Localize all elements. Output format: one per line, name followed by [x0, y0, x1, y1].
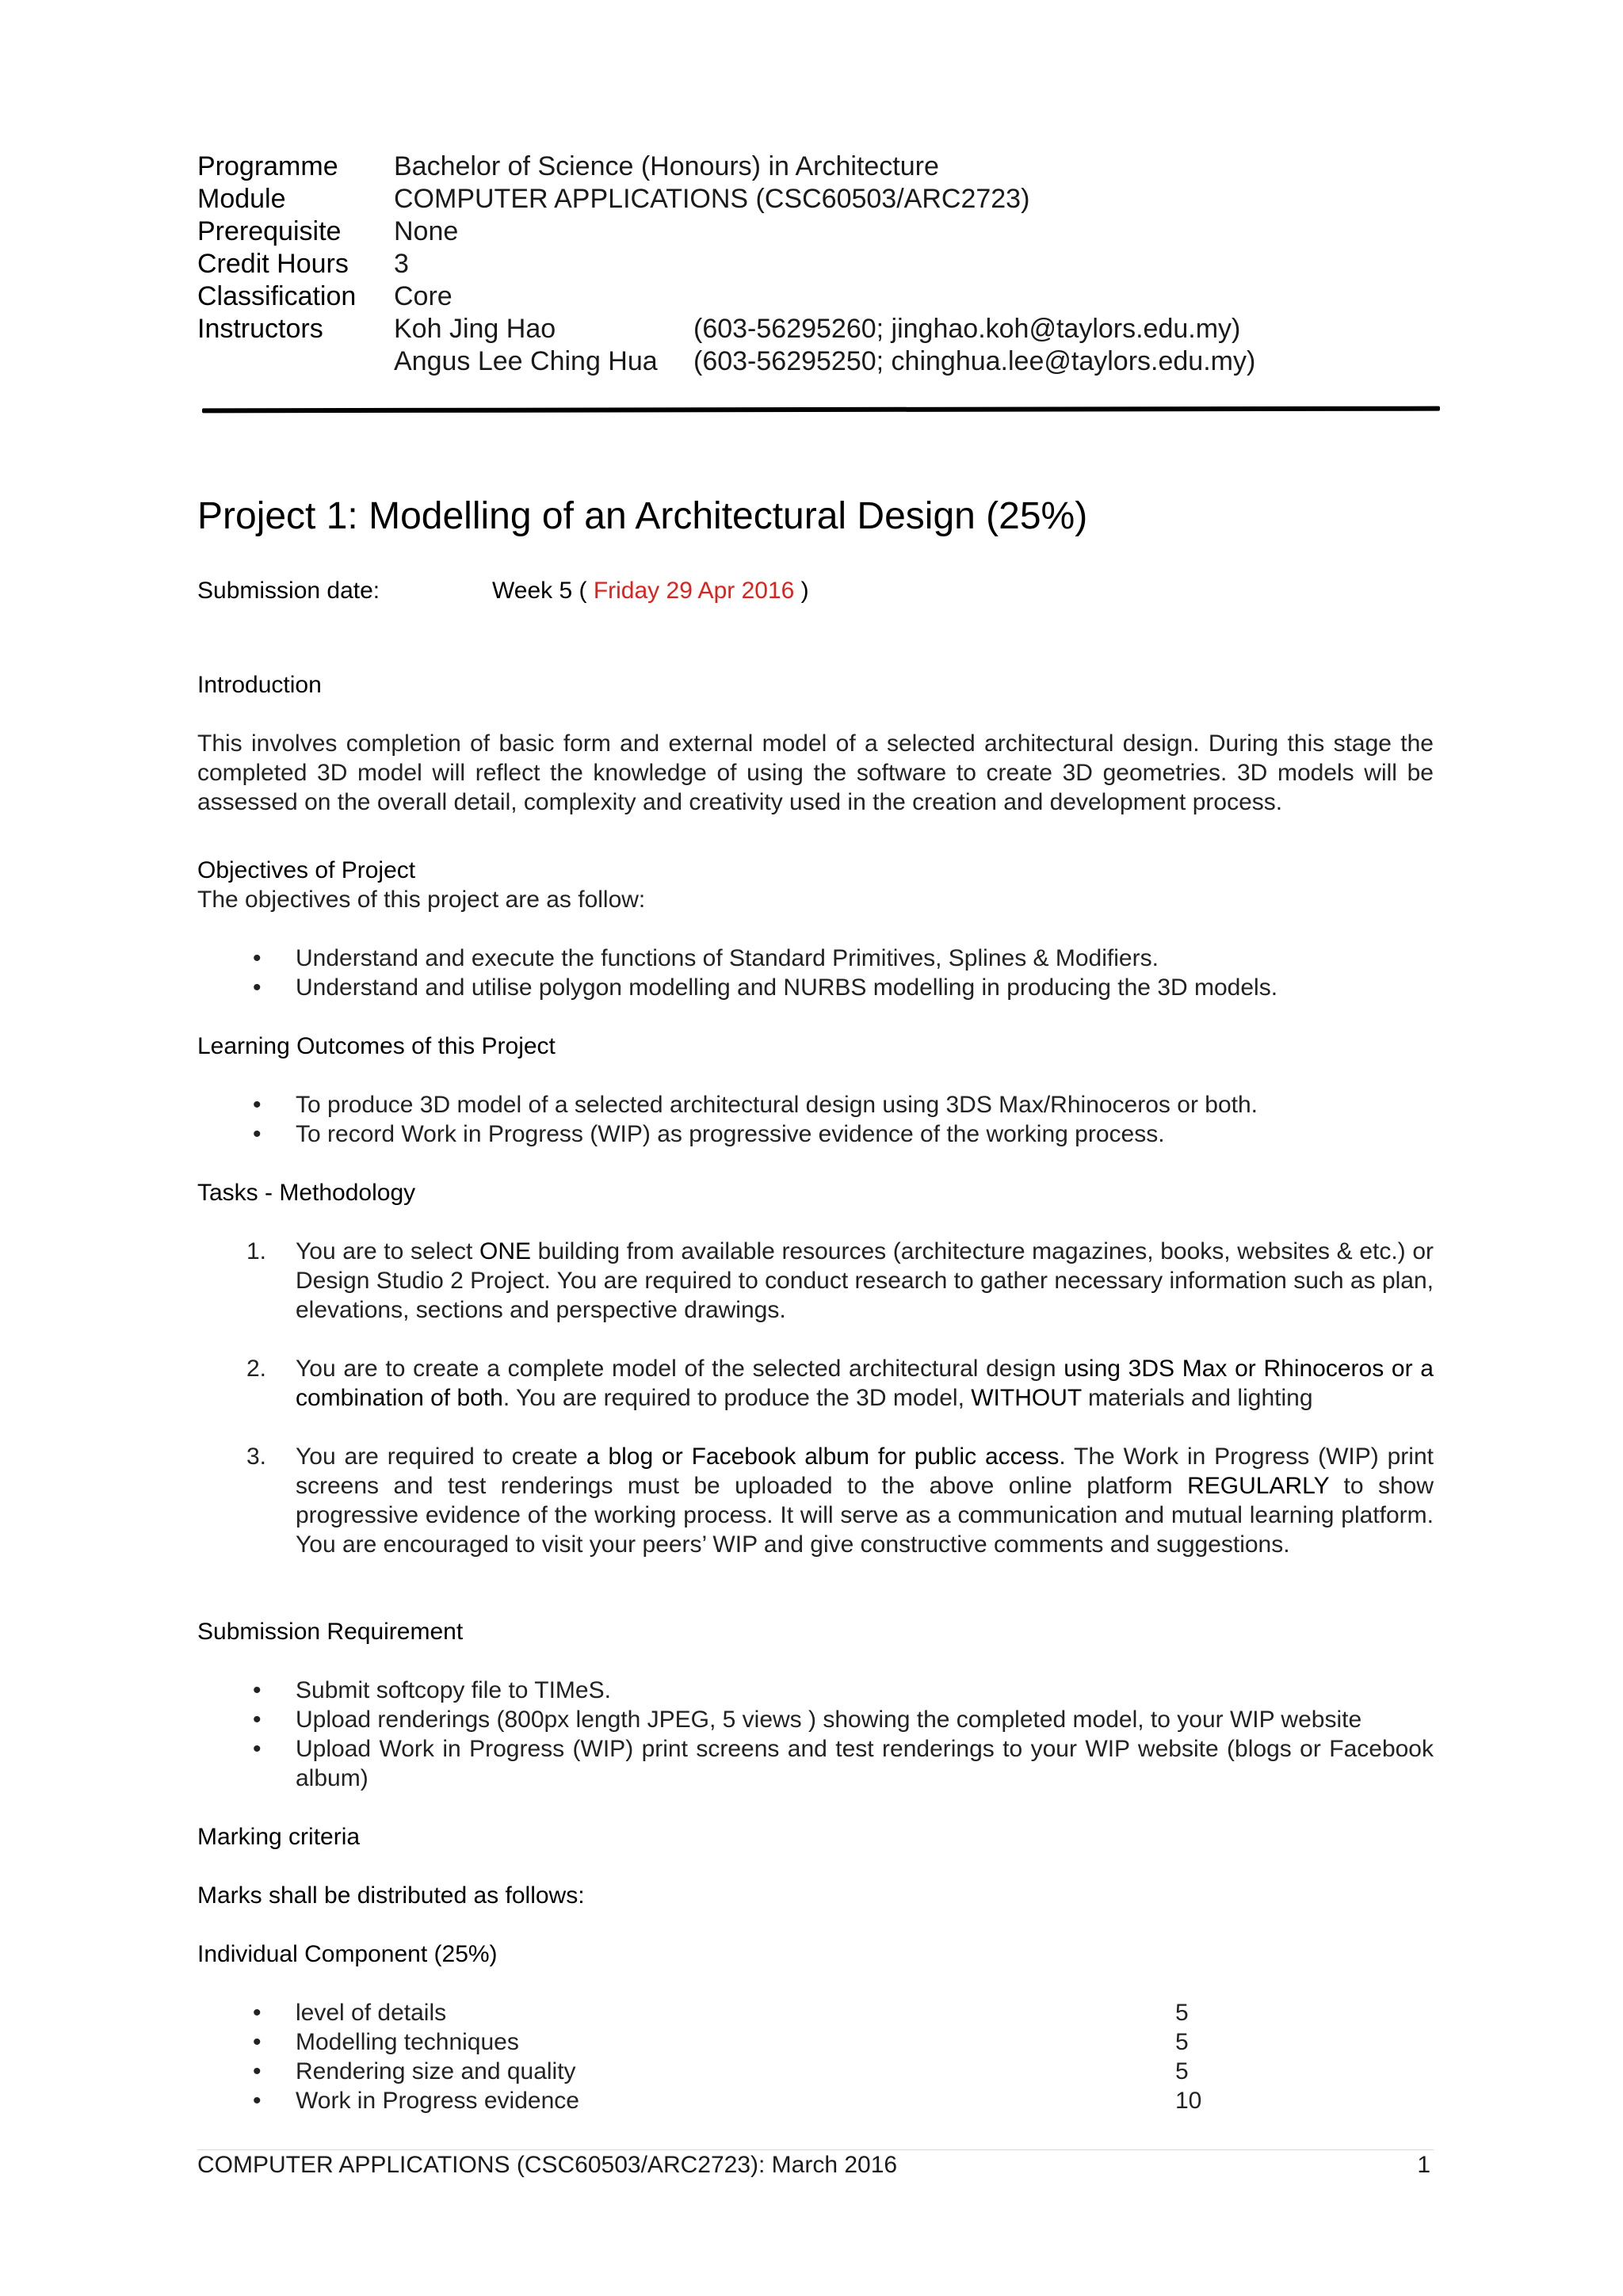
footer-text: COMPUTER APPLICATIONS (CSC60503/ARC2723): March 2016: [197, 2152, 898, 2178]
marking-section: [197, 1822, 1434, 2115]
submission-requirement-heading: Submission Requirement: [197, 1619, 464, 1645]
header-row-instructor-1: [197, 313, 1434, 345]
header-value: Bachelor of Science (Honours) in Architecture: [394, 151, 939, 181]
list-item: • To produce 3D model of a selected architectural design using 3DS Max/Rhinoceros or both.: [253, 1092, 1258, 1118]
header-row-classification: [197, 280, 1434, 313]
tasks-section: [197, 1178, 1434, 1589]
list-item: 3. You are required to create a blog or Facebook album for public access. The Work in Progress (WIP) print screens and test renderings must be uploaded to the above online platform REGULARLY to show progressive evidence of the working process. It will serve as a communication and mutual learning platform. You are encouraged to visit your peers’ WIP and give constructive comments and suggestions.: [246, 1444, 1434, 1558]
bullet-icon: •: [253, 945, 262, 971]
list-item: [197, 2086, 1434, 2115]
header-row-instructor-2: [197, 345, 1434, 378]
criterion-marks: 5: [1175, 2029, 1189, 2055]
instructor-contact: (603-56295250; chinghua.lee@taylors.edu.my): [693, 346, 1256, 376]
list-number: 3.: [246, 1444, 267, 1470]
outcomes-list: [197, 1090, 1434, 1149]
bullet-icon: •: [253, 1707, 262, 1733]
objectives-list: [197, 944, 1434, 1002]
criterion-label: Work in Progress evidence: [296, 2088, 579, 2114]
criterion-marks: 10: [1175, 2088, 1202, 2114]
header-row-credit-hours: [197, 248, 1434, 280]
outcomes-heading: Learning Outcomes of this Project: [197, 1033, 556, 1059]
criterion-marks: 5: [1175, 2000, 1189, 2026]
header-value: 3: [394, 249, 409, 279]
list-item: • Understand and utilise polygon modelling and NURBS modelling in producing the 3D models.: [253, 974, 1278, 1001]
criterion-marks: 5: [1175, 2058, 1189, 2084]
list-item: • To record Work in Progress (WIP) as progressive evidence of the working process.: [253, 1121, 1165, 1147]
marking-component: Individual Component (25%): [197, 1941, 498, 1967]
objectives-section: [197, 856, 1434, 1002]
criterion-label: Rendering size and quality: [296, 2058, 576, 2084]
bullet-icon: •: [253, 2000, 262, 2026]
instructor-name: Koh Jing Hao: [394, 314, 556, 344]
header-row-prerequisite: [197, 215, 1434, 248]
objectives-intro: The objectives of this project are as follow:: [197, 887, 646, 913]
outcomes-section: [197, 1032, 1434, 1149]
header-info: [197, 151, 1434, 378]
page-number: 1: [1417, 2152, 1430, 2178]
bullet-icon: •: [253, 2029, 262, 2055]
header-label: Classification: [197, 281, 357, 311]
criterion-label: level of details: [296, 2000, 447, 2026]
introduction-text: This involves completion of basic form and external model of a selected architectural design. During this stage the completed 3D model will reflect the knowledge of using the software to create 3D geometries. 3D models will be assessed on the overall detail, complexity and creativity used in the creation and development process.: [197, 730, 1434, 815]
submission-date-row: [197, 576, 809, 606]
list-item: [197, 1998, 1434, 2027]
bullet-icon: •: [253, 1121, 262, 1147]
header-value: COMPUTER APPLICATIONS (CSC60503/ARC2723): [394, 184, 1030, 214]
header-label: Prerequisite: [197, 216, 342, 246]
list-number: 1.: [246, 1238, 267, 1264]
list-item: 1. You are to select ONE building from available resources (architecture magazines, books, websites & etc.) or Design Studio 2 Project. You are required to conduct research to gather necessary information such as plan, elevations, sections and perspective drawings.: [246, 1238, 1434, 1323]
submission-requirement-section: [197, 1617, 1434, 1793]
submission-value: [492, 576, 809, 606]
marking-heading: Marking criteria: [197, 1824, 361, 1850]
bullet-icon: •: [253, 1677, 262, 1703]
header-label-spacer: [197, 345, 394, 378]
list-item: [197, 2027, 1434, 2057]
header-value: Core: [394, 281, 453, 311]
submission-suffix: ): [794, 578, 809, 604]
list-item: • Upload Work in Progress (WIP) print screens and test renderings to your WIP website (blogs or Facebook album): [253, 1736, 1434, 1791]
header-label: Instructors: [197, 314, 323, 344]
objectives-heading: Objectives of Project: [197, 857, 416, 883]
header-row-programme: [197, 151, 1434, 183]
page-footer: [197, 2149, 1434, 2182]
list-item: • Upload renderings (800px length JPEG, 5 views ) showing the completed model, to your WIP website: [253, 1707, 1362, 1733]
list-item: [197, 2057, 1434, 2086]
bullet-icon: •: [253, 1736, 262, 1762]
header-label: Credit Hours: [197, 249, 349, 279]
list-item: 2. You are to create a complete model of the selected architectural design using 3DS Max or Rhinoceros or a combination of both. You are required to produce the 3D model, WITHOUT materials and lighting: [246, 1356, 1434, 1411]
header-value: None: [394, 216, 459, 246]
instructor-contact: (603-56295260; jinghao.koh@taylors.edu.my): [693, 314, 1241, 344]
bullet-icon: •: [253, 2058, 262, 2084]
introduction-section: [197, 670, 1434, 817]
submission-date: Friday 29 Apr 2016: [593, 578, 795, 604]
submission-requirement-list: [197, 1676, 1434, 1793]
list-number: 2.: [246, 1356, 267, 1382]
submission-label: Submission date:: [197, 578, 380, 604]
header-label: Module: [197, 184, 286, 214]
bullet-icon: •: [253, 1092, 262, 1118]
header-row-module: [197, 183, 1434, 215]
page-title: Project 1: Modelling of an Architectural Design (25%): [197, 495, 1088, 537]
list-item: • Submit softcopy file to TIMeS.: [253, 1677, 611, 1703]
header-label: Programme: [197, 151, 338, 181]
bullet-icon: •: [253, 2088, 262, 2114]
marking-distribution: Marks shall be distributed as follows:: [197, 1882, 585, 1909]
instructor-name: Angus Lee Ching Hua: [394, 346, 658, 376]
list-item: • Understand and execute the functions of Standard Primitives, Splines & Modifiers.: [253, 945, 1159, 971]
introduction-heading: Introduction: [197, 672, 322, 698]
submission-week: Week 5 (: [492, 578, 594, 604]
criterion-label: Modelling techniques: [296, 2029, 519, 2055]
header-divider: [202, 406, 1440, 414]
tasks-heading: Tasks - Methodology: [197, 1180, 416, 1206]
marking-list: [197, 1998, 1434, 2115]
tasks-list: [197, 1237, 1434, 1559]
bullet-icon: •: [253, 974, 262, 1001]
